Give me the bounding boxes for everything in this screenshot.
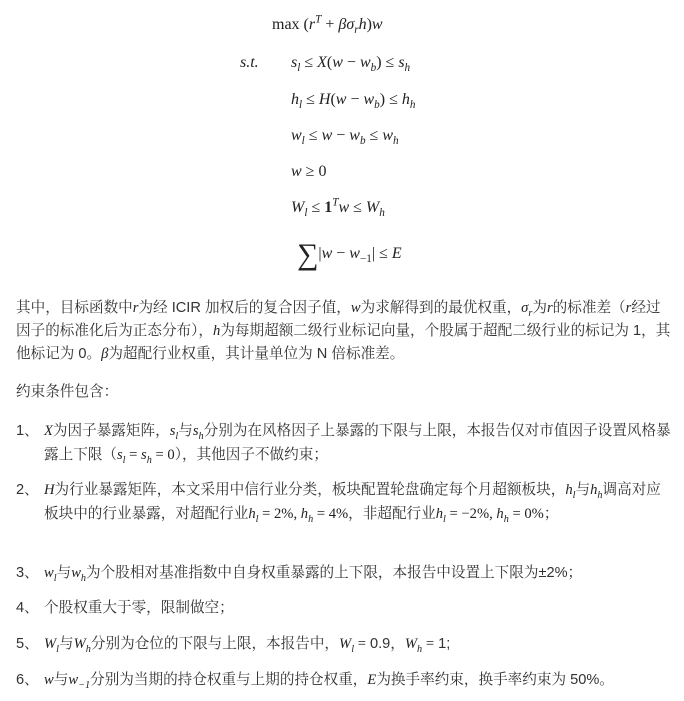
constraint-item-4: 4、 个股权重大于零，限制做空； [16,600,234,616]
constraint-item-6: 6、 w与$w_{-1}$分别为当期的持仓权重与上期的持仓权重，E为换手率约束，换手率约束为 50%。 [16,672,614,691]
constraint-item-5: 5、 $W_l$与$W_h$分别为仓位的下限与上限，本报告中，$W_l = 0.9$，$W_h = 1$; [16,636,451,655]
formula-constraint-6: $\sum|w - w_{-1}| \le E$ [297,238,402,271]
formula-constraint-1: $s_l \le X(w - w_b) \le s_h$ [291,54,411,75]
constraint-item-3: 3、 $w_l$与$w_h$为个股相对基准指数中自身权重暴露的上下限，本报告中设置上下限为±2%； [16,565,583,584]
formula-constraint-4: w ≥ 0 [291,163,327,180]
formula-constraint-2: $h_l \le H(w - w_b) \le h_h$ [291,91,416,112]
formula-constraint-5: $W_l \le 1^Tw \le W_h$ [291,196,385,220]
formula-objective: $\max (r^T + \beta\sigma_rh)w$ [272,13,383,37]
constraint-item-1: 1、 X为因子暴露矩阵，$s_l$与$s_h$分别为在风格因子上暴露的下限与上限，本报告仅对市值因子设置风格暴露上下限$(s_l = s_h = 0)$，其他因子不做约束； [16,423,671,466]
formula-st-label: s.t. [240,54,259,71]
constraints-heading: 约束条件包含： [16,384,119,400]
explanation-paragraph: 其中，目标函数中r为经 ICIR 加权后的复合因子值，w为求解得到的最优权重，$\sigma_r$为r的标准差（r经过因子的标准化后为正态分布），h为每期超额二级行业标记向量，个股属于超配二级行业的标记为 1，其他标记为 0。β为超配行业权重，其计量单位为 N 倍标准差。 [16,300,671,362]
constraint-item-2: 2、 H为行业暴露矩阵，本文采用中信行业分类，板块配置轮盘确定每个月超额板块，$h_l$与$h_h$调高对应板块中的行业暴露，对超配行业$h_l = 2\%$, $h_h = 4\%$，非超配行业$h_l = -2\%$, $h_h = 0\%$； [16,482,661,525]
formula-constraint-3: $w_l \le w - w_b \le w_h$ [291,127,399,148]
